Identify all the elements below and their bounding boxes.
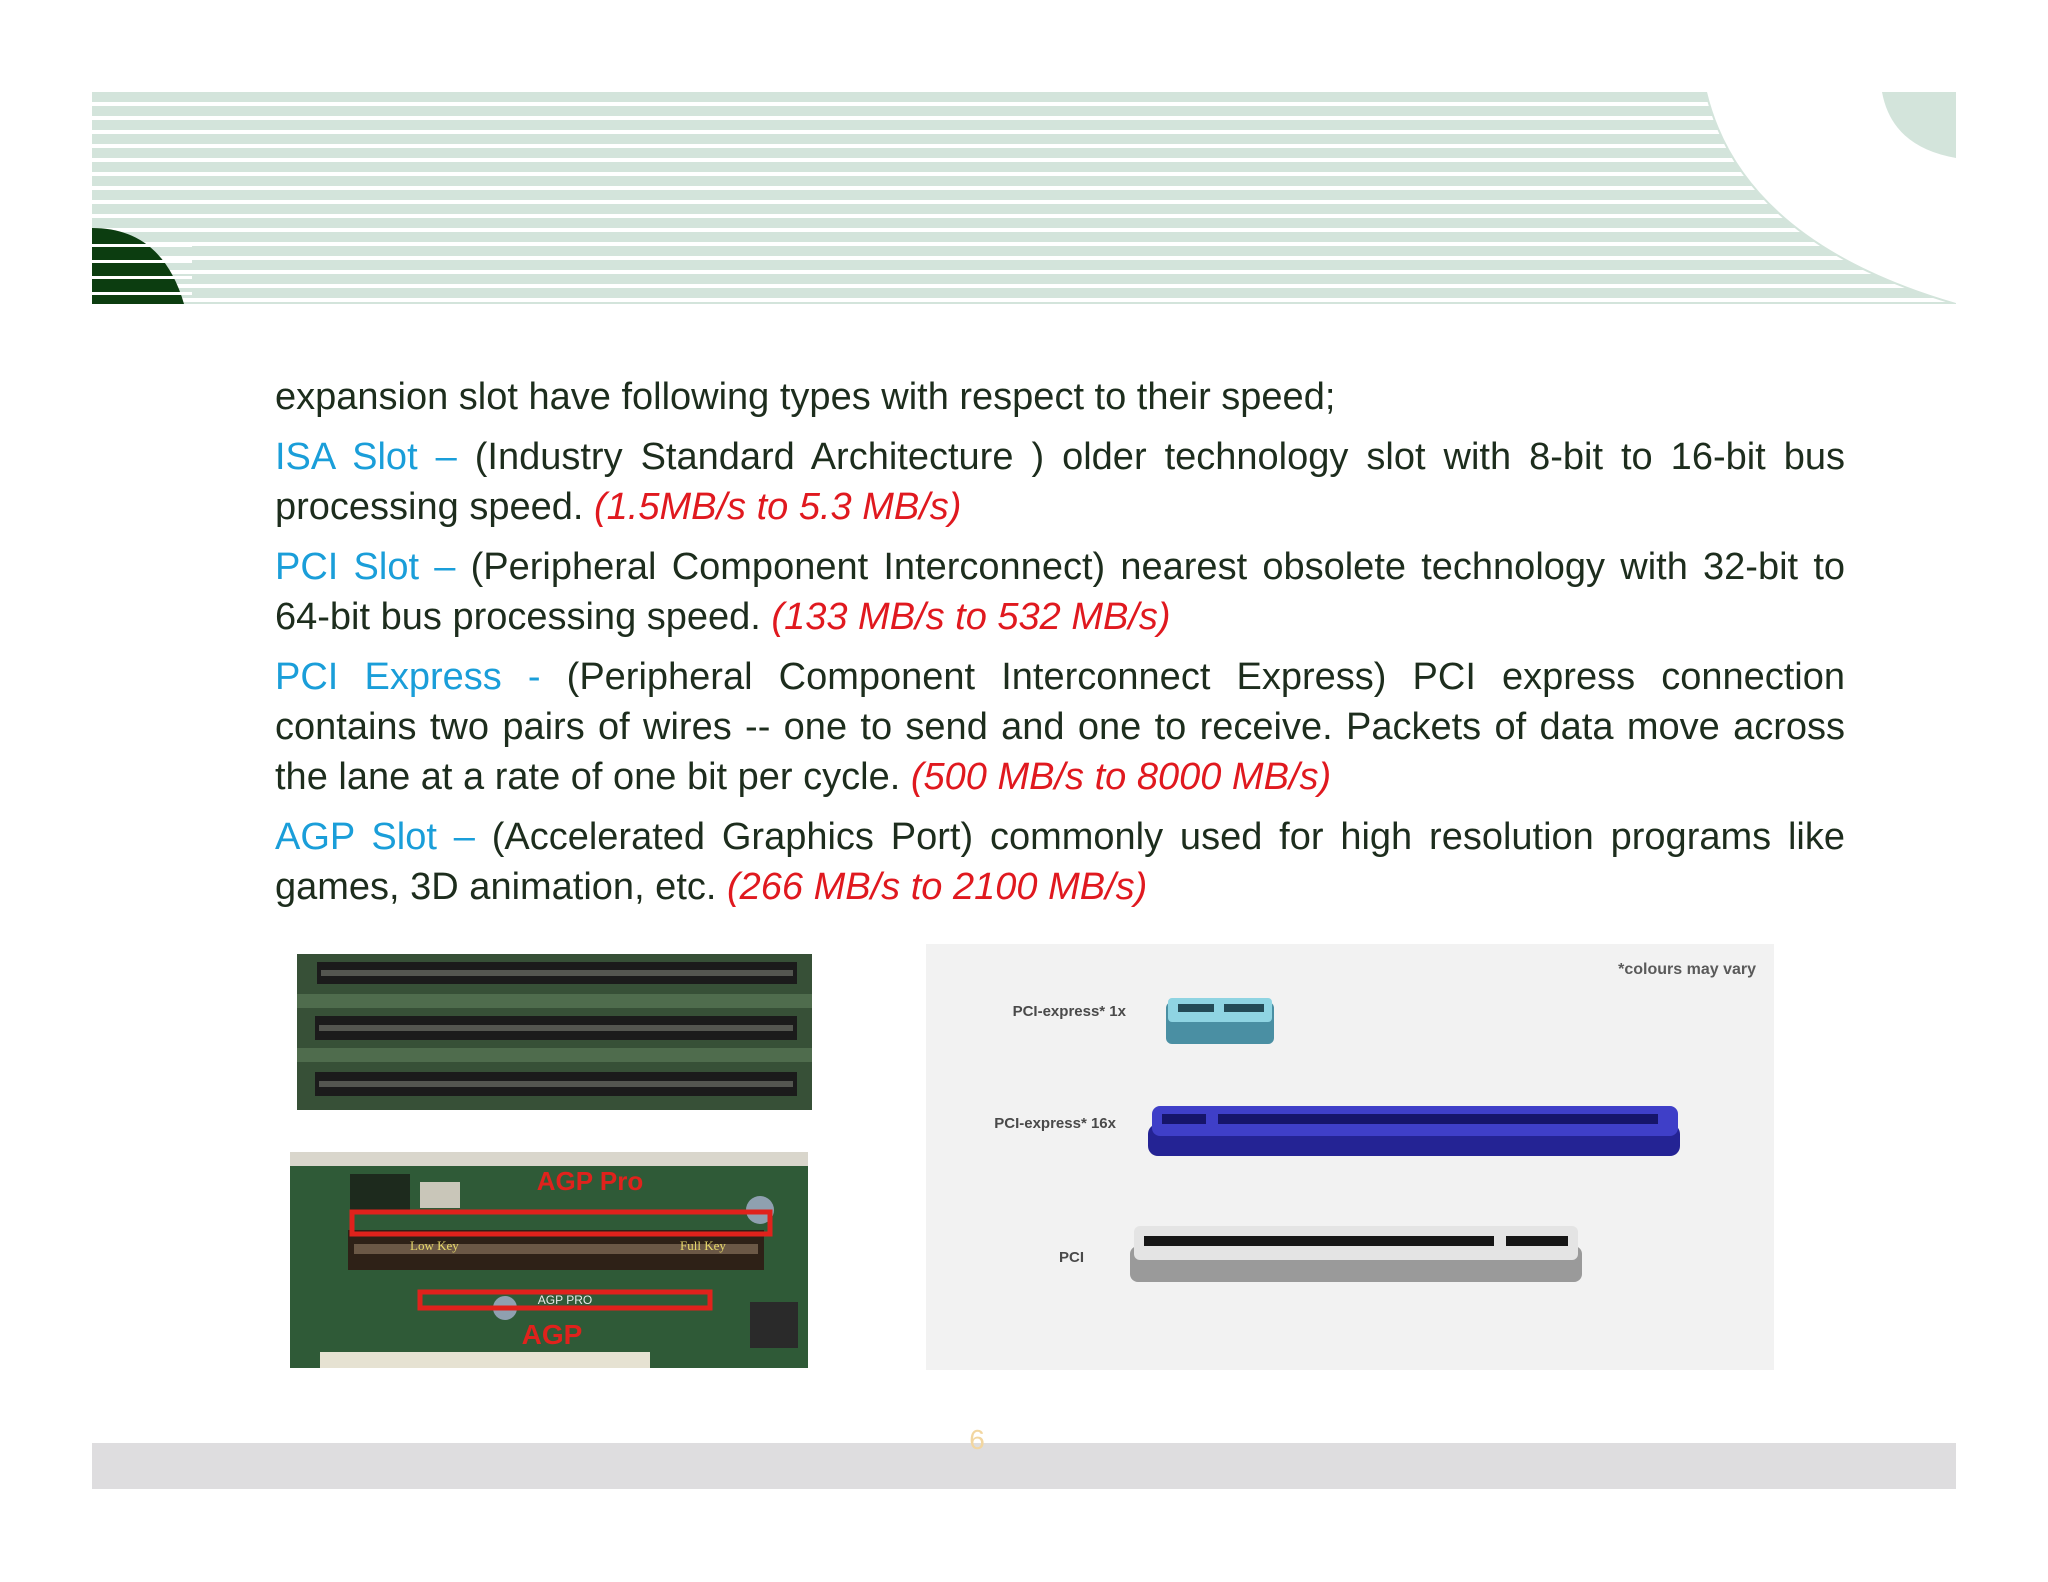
- slot-description: (Peripheral Component Interconnect) nearest obsolete technology with 32-bit to 64-bit bus processing speed.: [275, 546, 1846, 638]
- pcie-16x-label: PCI-express* 16x: [994, 1115, 1116, 1132]
- slot-term: AGP Slot –: [275, 816, 475, 858]
- intro-text: expansion slot have following types with respect to their speed;: [275, 376, 1336, 418]
- pcie-1x-label: PCI-express* 1x: [1012, 1003, 1126, 1020]
- slot-speed: (266 MB/s to 2100 MB/s): [727, 866, 1148, 908]
- slot-agp: [275, 812, 1845, 912]
- agp-label: AGP: [521, 1319, 583, 1350]
- slot-description: (Industry Standard Architecture ) older technology slot with 8-bit to 16-bit bus processing speed.: [275, 436, 1846, 528]
- header-decoration: [92, 92, 1956, 304]
- footer-bar: [92, 1443, 1956, 1489]
- slot-pci: [275, 542, 1845, 642]
- isa-slot: [317, 962, 797, 984]
- pci-slot: [1130, 1226, 1582, 1282]
- low-key-label: Low Key: [410, 1238, 459, 1253]
- slot-isa: [275, 432, 1845, 532]
- slot-term: PCI Express -: [275, 656, 541, 698]
- isa-slot: [315, 1072, 797, 1096]
- slot-term: PCI Slot –: [275, 546, 456, 588]
- agp-pro-small-label: AGP PRO: [537, 1293, 593, 1307]
- slide-body: [275, 372, 1845, 922]
- full-key-label: Full Key: [680, 1238, 726, 1253]
- slot-description: (Peripheral Component Interconnect Express) PCI express connection contains two pairs of wires -- one to send and one to receive. Packets of data move across the lane at a rate of one bit per cycle.: [275, 656, 1846, 798]
- agp-pro-label: AGP Pro: [536, 1166, 644, 1196]
- colours-note: *colours may vary: [1618, 961, 1756, 978]
- pcie-1x-slot: [1166, 998, 1274, 1044]
- slot-speed: (1.5MB/s to 5.3 MB/s): [593, 486, 962, 528]
- isa-slot: [315, 1016, 797, 1040]
- isa-slots-photo: [297, 954, 812, 1110]
- agp-slot-photo: [290, 1152, 808, 1368]
- page-number: 6: [969, 1424, 985, 1455]
- pci-label: PCI: [1058, 1249, 1084, 1266]
- slot-speed: (500 MB/s to 8000 MB/s): [910, 756, 1332, 798]
- slot-pci-express: [275, 652, 1845, 802]
- pcie-16x-slot: [1148, 1106, 1680, 1156]
- slot-speed: (133 MB/s to 532 MB/s): [771, 596, 1171, 638]
- slot-term: ISA Slot –: [275, 436, 457, 478]
- slots-diagram: [926, 944, 1774, 1370]
- slot-description: (Accelerated Graphics Port) commonly used for high resolution programs like games, 3D animation, etc.: [275, 816, 1845, 908]
